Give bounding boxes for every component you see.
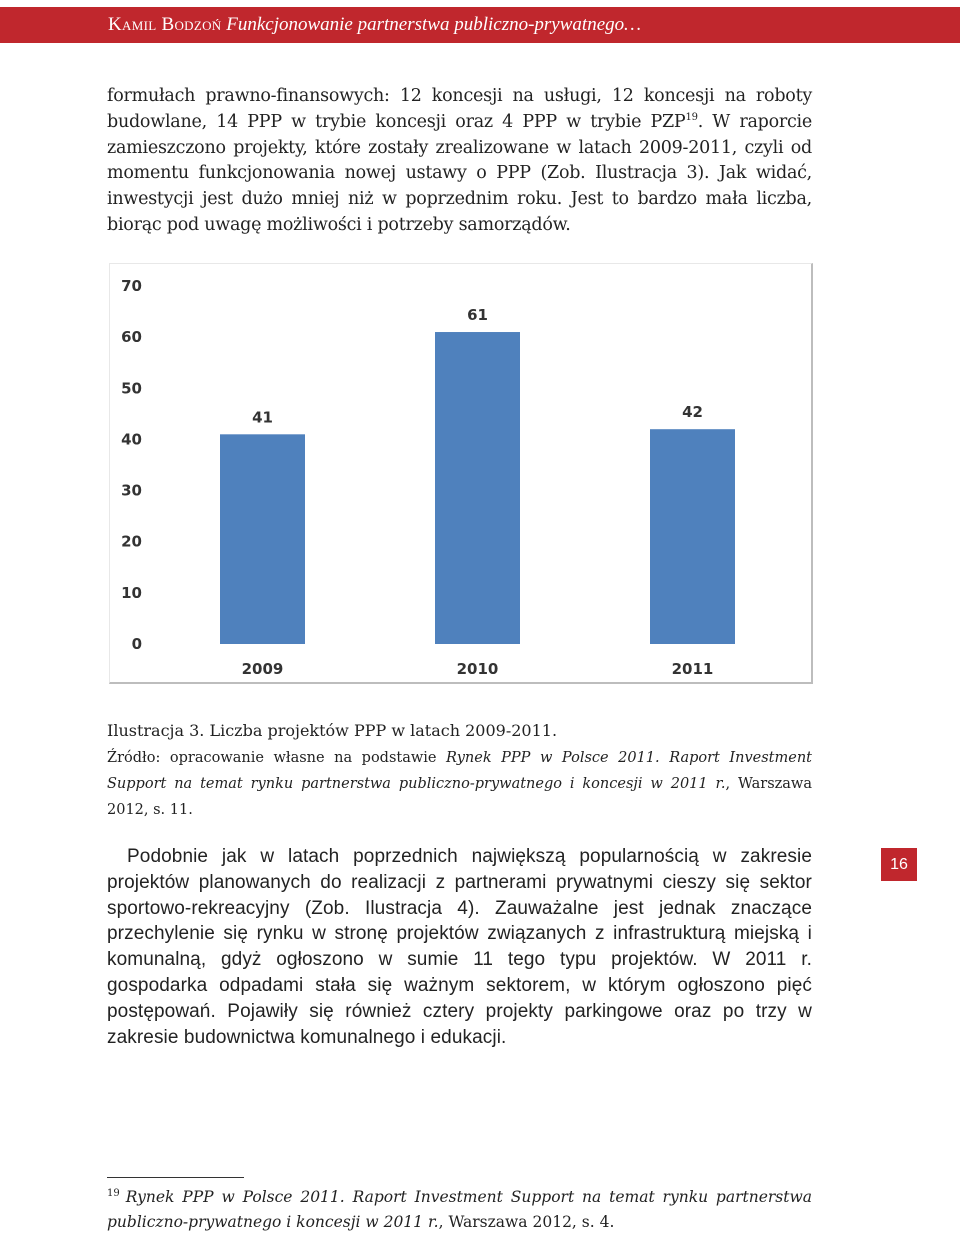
y-tick-label: 50 [121, 379, 142, 398]
figure-caption: Ilustracja 3. Liczba projektów PPP w latach 2009-2011. [107, 721, 558, 740]
paragraph-1 [107, 84, 812, 239]
chart-frame [109, 263, 813, 684]
page-number-badge: 16 [881, 848, 917, 881]
paragraph-2 [107, 844, 812, 1050]
bar-chart [110, 264, 811, 682]
source-prefix: Źródło: opracowanie własne na podstawie [107, 750, 447, 766]
running-header [0, 7, 960, 43]
paragraph-1-text: formułach prawno-finansowych: 12 koncesji na usługi, 12 koncesji na roboty budowlane, 14 PPP w trybie koncesji oraz 4 PPP w trybie PZP [107, 86, 812, 132]
x-tick-label: 2011 [671, 660, 714, 678]
x-tick-label: 2009 [241, 660, 284, 678]
y-tick-label: 40 [121, 430, 142, 449]
data-label-2011: 42 [682, 403, 703, 422]
source-title: Rynek PPP w Polsce 2011. Raport Investment Support na temat rynku partnerstwa publiczno-prywatnego i koncesji w 2011 r. [107, 750, 812, 792]
paragraph-2-text: Podobnie jak w latach poprzednich największą popularnością w zakresie projektów planowanych do realizacji z partnerami prywatnymi cieszy się sektor sportowo-rekreacyjny (Zob. Ilustracja 4). Zauważalne jest jednak znaczące przechylenie się rynku w stronę projektów związanych z infrastrukturą miejską i komunalną, gdyż ogłoszono w sumie 11 tego typu projektów. W 2011 r. gospodarka odpadami stała się ważnym sektorem, w którym ogłoszono pięć postępowań. Pojawiły się również cztery projekty parkingowe oraz po trzy w zakresie budownictwa komunalnego i edukacji. [107, 846, 812, 1048]
header-title: Funkcjonowanie partnerstwa publiczno-prywatnego… [226, 14, 642, 35]
footnote-number: 19 [107, 1188, 120, 1199]
data-label-2010: 61 [467, 306, 488, 325]
y-tick-label: 30 [121, 481, 142, 500]
source-suffix: , Warszawa 2012, s. 11. [107, 776, 812, 818]
footnote [107, 1185, 812, 1235]
footnote-ref[interactable]: 19 [685, 111, 698, 123]
bar-2011 [650, 429, 735, 644]
y-tick-label: 70 [121, 277, 142, 295]
data-label-2009: 41 [252, 408, 273, 427]
y-tick-label: 60 [121, 328, 142, 347]
footnote-rule [107, 1177, 244, 1178]
footnote-title: Rynek PPP w Polsce 2011. Raport Investment Support na temat rynku partnerstwa publiczno-prywatnego i koncesji w 2011 r. [107, 1188, 812, 1231]
footnote-suffix: , Warszawa 2012, s. 4. [438, 1213, 615, 1231]
figure-source [107, 745, 812, 823]
bar-2010 [435, 332, 520, 644]
header-author: Kamil Bodzoń [108, 14, 222, 35]
x-tick-label: 2010 [456, 660, 499, 678]
y-tick-label: 10 [121, 583, 142, 602]
paragraph-1-text-after: . W raporcie zamieszczono projekty, które zostały zrealizowane w latach 2009-2011, czyli od momentu funkcjonowania nowej ustawy o PPP (Zob. Ilustracja 3). Jak widać, inwestycji jest dużo mniej niż w poprzednim roku. Jest to bardzo mała liczba, biorąc pod uwagę możliwości i potrzeby samorządów. [107, 111, 812, 235]
y-tick-label: 0 [131, 635, 142, 653]
y-tick-label: 20 [121, 532, 142, 551]
running-header-text [108, 7, 641, 43]
bar-2009 [220, 434, 305, 644]
